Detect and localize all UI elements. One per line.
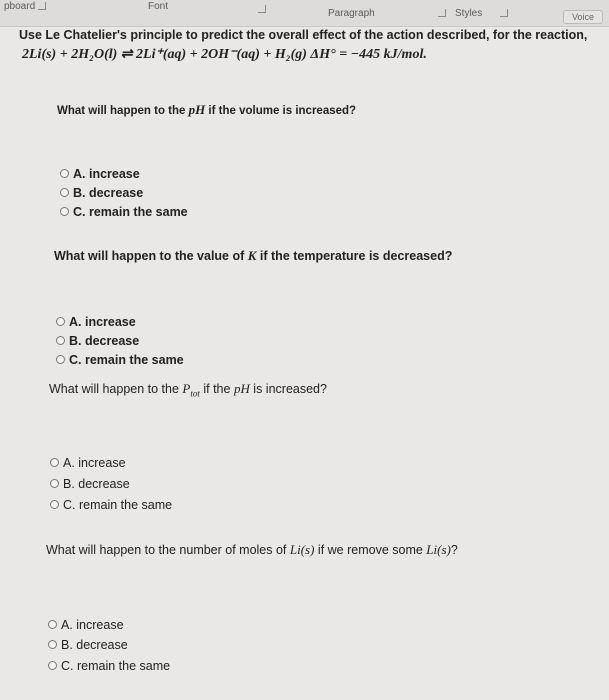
radio-icon[interactable] [50,458,59,467]
q1-option-a[interactable] [60,167,140,181]
reaction-equation: 2Li(s) + 2H₂O(l) ⇌ 2Li⁺(aq) + 2OH⁻(aq) + H₂(g) ΔH° = −445 kJ/mol. [22,47,427,62]
radio-icon[interactable] [56,336,65,345]
q4-option-c[interactable] [48,659,170,673]
q3-option-a[interactable] [50,456,126,470]
radio-icon[interactable] [50,479,59,488]
q2-option-c[interactable] [56,353,184,367]
question-2-post: if the temperature is decreased? [256,249,453,263]
radio-icon[interactable] [56,317,65,326]
radio-icon[interactable] [60,169,69,178]
question-1-text [57,102,356,118]
instructions-text: Use Le Chatelier's principle to predict the overall effect of the action described, for the reaction, [19,28,588,42]
question-4-text [46,542,458,558]
radio-icon[interactable] [60,188,69,197]
question-1-pre: What will happen to the [57,105,189,117]
radio-icon[interactable] [50,500,59,509]
question-3-variable-2: pH [233,381,250,396]
q1-option-c-label: C. remain the same [73,205,188,219]
q2-option-a-label: A. increase [69,315,136,329]
styles-group-label: Styles [455,8,483,19]
word-ribbon [0,0,609,27]
q1-option-a-label: A. increase [73,167,140,181]
radio-icon[interactable] [48,640,57,649]
question-2-text [54,248,452,264]
q4-option-c-label: C. remain the same [61,659,171,673]
styles-launcher-icon[interactable] [500,9,508,17]
font-launcher-icon[interactable] [258,5,266,13]
q3-option-a-label: A. increase [63,456,126,470]
question-3-post: is increased? [249,382,327,396]
clipboard-group-label: pboard [4,1,36,12]
q3-option-c-label: C. remain the same [63,498,173,512]
question-4-variable-2: Li(s) [426,542,451,557]
radio-icon[interactable] [56,355,65,364]
q4-option-b-label: B. decrease [61,638,128,652]
question-3-variable: P [182,381,191,396]
q1-option-c[interactable] [60,205,188,219]
question-4-post: ? [450,543,458,557]
question-1-variable: pH [188,102,206,117]
voice-button[interactable]: Voice [563,10,603,24]
radio-icon[interactable] [48,661,57,670]
document-page [0,26,609,700]
font-group-label: Font [148,1,169,12]
paragraph-launcher-icon[interactable] [438,9,446,17]
clipboard-launcher-icon[interactable] [38,2,46,10]
q2-option-b[interactable] [56,334,139,348]
radio-icon[interactable] [60,207,69,216]
q2-option-b-label: B. decrease [69,334,140,348]
question-2-variable: K [247,248,257,263]
q1-option-b-label: B. decrease [73,186,144,200]
q2-option-a[interactable] [56,315,136,329]
question-4-pre: What will happen to the number of moles of [46,543,290,557]
question-4-mid: if we remove some [314,543,427,557]
question-3-subscript: tot [190,388,200,399]
q4-option-b[interactable] [48,638,128,652]
q4-option-a[interactable] [48,618,124,632]
q3-option-b[interactable] [50,477,130,491]
question-3-pre: What will happen to the [49,382,183,396]
paragraph-group-label: Paragraph [328,8,375,19]
q4-option-a-label: A. increase [61,618,124,632]
question-3-mid: if the [199,382,234,396]
radio-icon[interactable] [48,620,57,629]
question-1-post: if the volume is increased? [205,105,357,117]
question-2-pre: What will happen to the value of [54,249,248,263]
q3-option-b-label: B. decrease [63,477,130,491]
q1-option-b[interactable] [60,186,143,200]
question-3-text [49,381,327,399]
q3-option-c[interactable] [50,498,172,512]
q2-option-c-label: C. remain the same [69,353,184,367]
question-4-variable: Li(s) [289,542,315,557]
